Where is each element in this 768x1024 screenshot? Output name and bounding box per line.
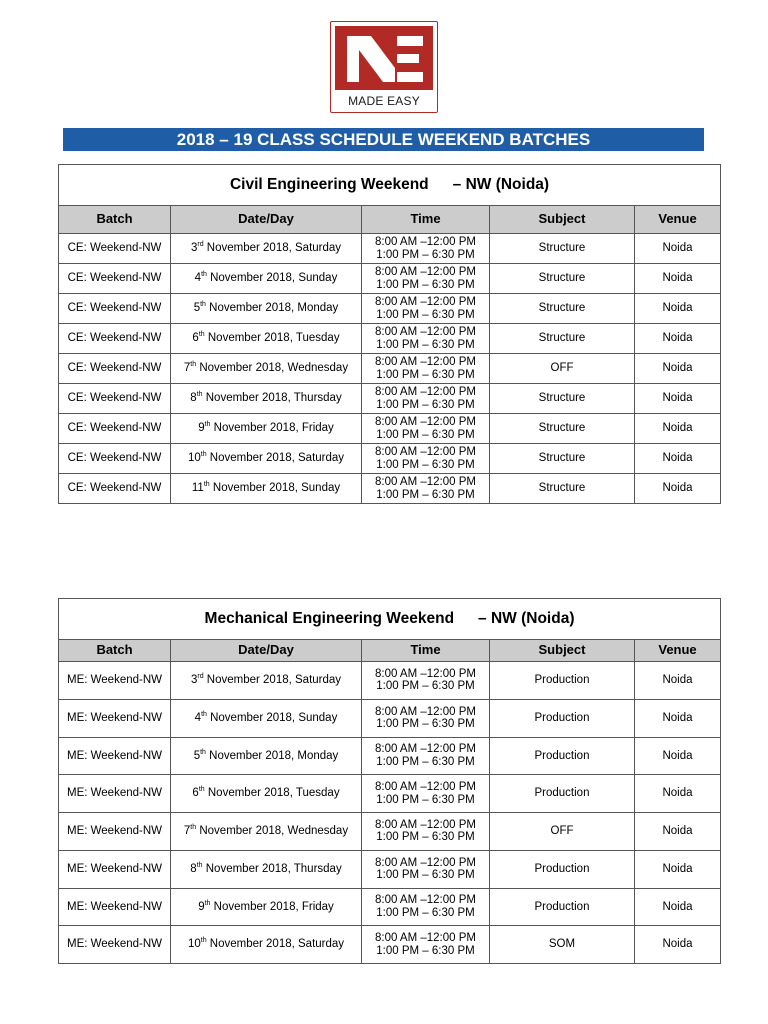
date-day: 9	[198, 422, 205, 435]
date-rest: November 2018, Sunday	[210, 272, 338, 285]
time-cell	[362, 850, 490, 888]
time-morning: 8:00 AM –12:00 PM	[374, 932, 476, 945]
subject-cell: Production	[490, 850, 635, 888]
date-ordinal: th	[198, 786, 205, 794]
batch-cell: CE: Weekend-NW	[59, 294, 171, 324]
time-morning: 8:00 AM –12:00 PM	[374, 236, 476, 248]
date-ordinal: th	[203, 481, 210, 489]
date-day: 4	[194, 711, 202, 724]
batch-cell: ME: Weekend-NW	[59, 699, 171, 737]
table-row	[59, 264, 721, 294]
time-cell	[362, 474, 490, 504]
time-morning: 8:00 AM –12:00 PM	[374, 266, 476, 278]
date-day: 6	[192, 787, 199, 800]
date-cell	[171, 264, 362, 294]
subject-cell: Production	[490, 699, 635, 737]
time-morning: 8:00 AM –12:00 PM	[374, 326, 476, 338]
column-header-batch: Batch	[59, 640, 171, 662]
date-rest: November 2018, Monday	[209, 302, 339, 315]
subject-cell: Production	[490, 888, 635, 926]
time-afternoon: 1:00 PM – 6:30 PM	[376, 488, 475, 501]
date-ordinal: th	[190, 824, 197, 832]
table-row	[59, 324, 721, 354]
table-title-main: Mechanical Engineering Weekend	[204, 609, 455, 627]
table-row	[59, 737, 721, 775]
subject-cell: Structure	[490, 294, 635, 324]
column-header-subject: Subject	[490, 640, 635, 662]
date-ordinal: th	[196, 862, 203, 870]
time-afternoon: 1:00 PM – 6:30 PM	[376, 278, 475, 291]
batch-cell: CE: Weekend-NW	[59, 264, 171, 294]
subject-cell: OFF	[490, 813, 635, 851]
column-header-venue: Venue	[635, 640, 721, 662]
date-cell	[171, 813, 362, 851]
column-header-time: Time	[362, 640, 490, 662]
date-cell	[171, 444, 362, 474]
time-cell	[362, 324, 490, 354]
time-afternoon: 1:00 PM – 6:30 PM	[376, 428, 475, 441]
date-day: 11	[191, 482, 204, 495]
date-cell	[171, 474, 362, 504]
venue-cell: Noida	[635, 264, 721, 294]
subject-cell: Production	[490, 775, 635, 813]
table-row	[59, 354, 721, 384]
subject-cell: Structure	[490, 414, 635, 444]
batch-cell: CE: Weekend-NW	[59, 444, 171, 474]
time-cell	[362, 775, 490, 813]
subject-cell: Structure	[490, 234, 635, 264]
time-cell	[362, 813, 490, 851]
date-day: 5	[193, 749, 201, 762]
column-header-date: Date/Day	[171, 206, 362, 234]
date-rest: November 2018, Saturday	[206, 674, 342, 687]
date-ordinal: th	[200, 301, 206, 309]
table-row	[59, 234, 721, 264]
batch-cell: ME: Weekend-NW	[59, 888, 171, 926]
venue-cell: Noida	[635, 888, 721, 926]
time-afternoon: 1:00 PM – 6:30 PM	[376, 718, 475, 731]
table-row	[59, 444, 721, 474]
time-afternoon: 1:00 PM – 6:30 PM	[376, 458, 475, 471]
time-cell	[362, 414, 490, 444]
subject-cell: Production	[490, 737, 635, 775]
date-cell	[171, 926, 362, 964]
batch-cell: ME: Weekend-NW	[59, 737, 171, 775]
date-cell	[171, 850, 362, 888]
batch-cell: CE: Weekend-NW	[59, 324, 171, 354]
date-day: 10	[187, 938, 201, 951]
table-row	[59, 384, 721, 414]
date-cell	[171, 662, 362, 700]
date-ordinal: th	[200, 937, 207, 945]
time-morning: 8:00 AM –12:00 PM	[374, 446, 476, 458]
batch-cell: ME: Weekend-NW	[59, 775, 171, 813]
time-morning: 8:00 AM –12:00 PM	[374, 356, 476, 368]
table-title-suffix: – NW (Noida)	[452, 175, 550, 193]
logo-text: MADE EASY	[348, 94, 420, 108]
column-header-venue: Venue	[635, 206, 721, 234]
schedule-banner-title: 2018 – 19 CLASS SCHEDULE WEEKEND BATCHES	[63, 128, 704, 151]
made-easy-logo	[330, 21, 438, 113]
table-row	[59, 850, 721, 888]
time-afternoon: 1:00 PM – 6:30 PM	[376, 368, 475, 381]
time-afternoon: 1:00 PM – 6:30 PM	[376, 248, 475, 261]
date-day: 8	[190, 392, 197, 405]
date-ordinal: th	[198, 331, 205, 339]
table-row	[59, 813, 721, 851]
date-cell	[171, 737, 362, 775]
time-morning: 8:00 AM –12:00 PM	[374, 818, 476, 831]
date-ordinal: th	[204, 899, 211, 907]
venue-cell: Noida	[635, 474, 721, 504]
date-rest: November 2018, Thursday	[205, 392, 342, 405]
date-ordinal: rd	[197, 673, 204, 681]
venue-cell: Noida	[635, 737, 721, 775]
made-easy-logo-mark	[335, 26, 433, 90]
batch-cell: CE: Weekend-NW	[59, 354, 171, 384]
date-ordinal: th	[204, 421, 211, 429]
subject-cell: Production	[490, 662, 635, 700]
venue-cell: Noida	[635, 234, 721, 264]
table-row	[59, 414, 721, 444]
date-day: 5	[193, 302, 201, 315]
civil-schedule-table	[58, 164, 721, 504]
date-day: 7	[183, 362, 191, 375]
venue-cell: Noida	[635, 926, 721, 964]
time-morning: 8:00 AM –12:00 PM	[374, 743, 476, 756]
date-rest: November 2018, Wednesday	[199, 362, 349, 375]
date-cell	[171, 294, 362, 324]
venue-cell: Noida	[635, 384, 721, 414]
batch-cell: CE: Weekend-NW	[59, 474, 171, 504]
column-header-date: Date/Day	[171, 640, 362, 662]
date-rest: November 2018, Tuesday	[207, 787, 340, 800]
date-cell	[171, 775, 362, 813]
time-cell	[362, 234, 490, 264]
date-ordinal: th	[200, 748, 206, 756]
subject-cell: Structure	[490, 474, 635, 504]
time-cell	[362, 294, 490, 324]
time-cell	[362, 384, 490, 414]
time-afternoon: 1:00 PM – 6:30 PM	[376, 680, 475, 693]
date-rest: November 2018, Saturday	[209, 452, 345, 465]
time-cell	[362, 699, 490, 737]
time-morning: 8:00 AM –12:00 PM	[374, 856, 476, 869]
table-row	[59, 775, 721, 813]
date-day: 4	[194, 272, 202, 285]
time-cell	[362, 444, 490, 474]
time-morning: 8:00 AM –12:00 PM	[374, 416, 476, 428]
subject-cell: Structure	[490, 324, 635, 354]
subject-cell: Structure	[490, 444, 635, 474]
time-afternoon: 1:00 PM – 6:30 PM	[376, 308, 475, 321]
batch-cell: CE: Weekend-NW	[59, 234, 171, 264]
table-row	[59, 699, 721, 737]
time-cell	[362, 264, 490, 294]
batch-cell: CE: Weekend-NW	[59, 414, 171, 444]
date-day: 10	[187, 452, 201, 465]
subject-cell: OFF	[490, 354, 635, 384]
subject-cell: SOM	[490, 926, 635, 964]
venue-cell: Noida	[635, 775, 721, 813]
time-morning: 8:00 AM –12:00 PM	[374, 476, 476, 488]
time-cell	[362, 737, 490, 775]
venue-cell: Noida	[635, 813, 721, 851]
table-row	[59, 662, 721, 700]
date-cell	[171, 888, 362, 926]
date-rest: November 2018, Wednesday	[199, 825, 349, 838]
time-cell	[362, 926, 490, 964]
venue-cell: Noida	[635, 354, 721, 384]
time-cell	[362, 888, 490, 926]
table-title-main: Civil Engineering Weekend	[229, 175, 429, 193]
table-title	[59, 165, 721, 206]
time-afternoon: 1:00 PM – 6:30 PM	[376, 869, 475, 882]
date-rest: November 2018, Thursday	[205, 862, 342, 875]
batch-cell: ME: Weekend-NW	[59, 662, 171, 700]
venue-cell: Noida	[635, 850, 721, 888]
time-morning: 8:00 AM –12:00 PM	[374, 705, 476, 718]
date-ordinal: th	[201, 271, 207, 279]
time-afternoon: 1:00 PM – 6:30 PM	[376, 831, 475, 844]
time-afternoon: 1:00 PM – 6:30 PM	[376, 338, 475, 351]
date-ordinal: rd	[197, 241, 204, 249]
date-ordinal: th	[201, 711, 207, 719]
date-rest: November 2018, Friday	[213, 422, 334, 435]
venue-cell: Noida	[635, 414, 721, 444]
subject-cell: Structure	[490, 384, 635, 414]
time-morning: 8:00 AM –12:00 PM	[374, 781, 476, 794]
date-day: 9	[198, 900, 205, 913]
date-ordinal: th	[190, 361, 197, 369]
subject-cell: Structure	[490, 264, 635, 294]
date-rest: November 2018, Saturday	[209, 938, 345, 951]
date-day: 7	[183, 825, 191, 838]
time-morning: 8:00 AM –12:00 PM	[374, 894, 476, 907]
time-morning: 8:00 AM –12:00 PM	[374, 296, 476, 308]
date-rest: November 2018, Saturday	[206, 242, 342, 255]
date-rest: November 2018, Sunday	[212, 482, 341, 495]
date-cell	[171, 384, 362, 414]
table-row	[59, 926, 721, 964]
date-cell	[171, 699, 362, 737]
time-morning: 8:00 AM –12:00 PM	[374, 386, 476, 398]
column-header-subject: Subject	[490, 206, 635, 234]
date-day: 8	[190, 862, 197, 875]
table-row	[59, 294, 721, 324]
venue-cell: Noida	[635, 699, 721, 737]
column-header-batch: Batch	[59, 206, 171, 234]
venue-cell: Noida	[635, 662, 721, 700]
time-afternoon: 1:00 PM – 6:30 PM	[376, 944, 475, 957]
time-afternoon: 1:00 PM – 6:30 PM	[376, 906, 475, 919]
date-cell	[171, 324, 362, 354]
time-morning: 8:00 AM –12:00 PM	[374, 667, 476, 680]
date-cell	[171, 354, 362, 384]
mechanical-schedule-table	[58, 598, 721, 964]
date-day: 3	[190, 242, 198, 255]
time-afternoon: 1:00 PM – 6:30 PM	[376, 398, 475, 411]
venue-cell: Noida	[635, 324, 721, 354]
batch-cell: ME: Weekend-NW	[59, 813, 171, 851]
date-rest: November 2018, Sunday	[210, 711, 338, 724]
date-rest: November 2018, Tuesday	[207, 332, 340, 345]
table-title-suffix: – NW (Noida)	[478, 609, 575, 627]
date-rest: November 2018, Friday	[213, 900, 334, 913]
column-header-time: Time	[362, 206, 490, 234]
date-cell	[171, 414, 362, 444]
batch-cell: ME: Weekend-NW	[59, 926, 171, 964]
venue-cell: Noida	[635, 444, 721, 474]
batch-cell: CE: Weekend-NW	[59, 384, 171, 414]
time-cell	[362, 354, 490, 384]
time-cell	[362, 662, 490, 700]
date-day: 6	[192, 332, 199, 345]
venue-cell: Noida	[635, 294, 721, 324]
batch-cell: ME: Weekend-NW	[59, 850, 171, 888]
date-cell	[171, 234, 362, 264]
time-afternoon: 1:00 PM – 6:30 PM	[376, 755, 475, 768]
date-ordinal: th	[200, 451, 207, 459]
table-title	[59, 599, 721, 640]
date-rest: November 2018, Monday	[209, 749, 339, 762]
date-ordinal: th	[196, 391, 203, 399]
date-day: 3	[190, 674, 198, 687]
table-row	[59, 474, 721, 504]
table-row	[59, 888, 721, 926]
time-afternoon: 1:00 PM – 6:30 PM	[376, 793, 475, 806]
